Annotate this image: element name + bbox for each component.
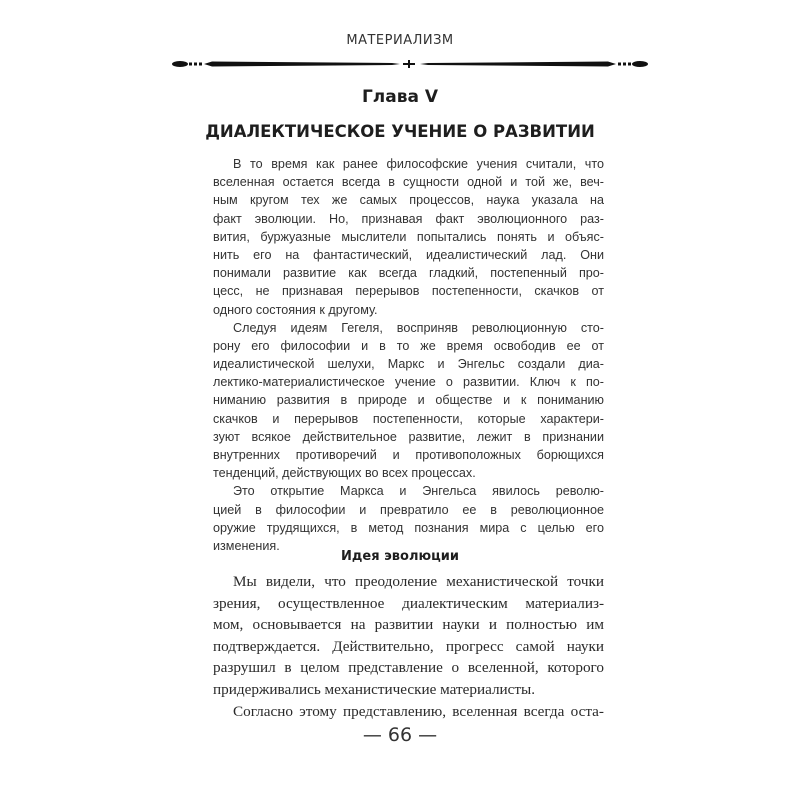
text-line: В то время как ранее философские учения считали, что — [233, 157, 604, 171]
text-line: Согласно этому представлению, вселенная всегда оста- — [233, 702, 604, 720]
ornamental-divider — [172, 57, 648, 71]
text-line: вития, буржуазные мыслители попытались понять и объяс- — [213, 229, 604, 244]
text-line: Следуя идеям Гегеля, восприняв революционную сто- — [233, 320, 604, 335]
text-line: Мы видели, что преодоление механистической точки — [233, 573, 604, 590]
text-line: вселенная остается всегда в сущности одной и той же, веч- — [213, 175, 604, 190]
text-line: идеалистической шелухи, Маркс и Энгельс создали диа- — [213, 357, 604, 372]
text-line: цией в философии и превратило ее в революционное — [213, 502, 604, 517]
text-line: зуют всякое действительное развитие, лежит в признании — [213, 429, 604, 444]
text-line: одного состояния к другому. — [213, 302, 378, 317]
paragraph-1 — [213, 155, 604, 555]
chapter-label: Глава V — [361, 87, 439, 107]
text-line: придерживались механистические материалисты. — [213, 680, 536, 698]
text-line: зрения, осуществленное диалектическим материализ- — [213, 594, 604, 612]
page-number: — 66 — — [362, 724, 438, 746]
text-line: понимали развитие как всегда гладкий, постепенный про- — [213, 266, 604, 281]
text-line: скачков и перерывов постепенности, которые характери- — [213, 411, 604, 426]
text-line: нить его на фантастический, идеалистический лад. Они — [213, 247, 604, 262]
paragraph-2 — [213, 571, 604, 722]
text-line: цесс, не признавая перерывов постепенности, скачков от — [213, 284, 604, 299]
text-line: тенденций, действующих во всех процессах. — [213, 466, 476, 481]
text-line: факт эволюции. Но, признавая факт эволюционного раз- — [213, 211, 604, 226]
text-line: мом, основывается на развитии науки и полностью им — [213, 616, 604, 634]
text-line: ниманию развития в природе и обществе и к пониманию — [213, 393, 604, 408]
text-line: ным кругом тех же самых процессов, наука указала на — [213, 193, 604, 208]
running-header: МАТЕРИАЛИЗМ — [346, 33, 454, 48]
text-line: Это открытие Маркса и Энгельса явилось револю- — [233, 484, 604, 499]
text-line: лектико-материалистическое учение о развитии. Ключ к по- — [213, 375, 604, 390]
text-line: изменения. — [213, 538, 280, 553]
text-line: подтверждается. Действительно, прогресс самой науки — [213, 637, 604, 655]
text-line: внутренних противоречий и противоположных борющихся — [213, 448, 604, 462]
chapter-title: ДИАЛЕКТИЧЕСКОЕ УЧЕНИЕ О РАЗВИТИИ — [205, 122, 595, 141]
text-line: рону его философии и в то же время освободив ее от — [213, 338, 604, 353]
section-heading: Идея эволюции — [341, 549, 459, 564]
text-line: разрушил в целом представление о вселенной, которого — [213, 659, 604, 677]
text-line: оружие трудящихся, в метод познания мира с целью его — [213, 520, 604, 535]
